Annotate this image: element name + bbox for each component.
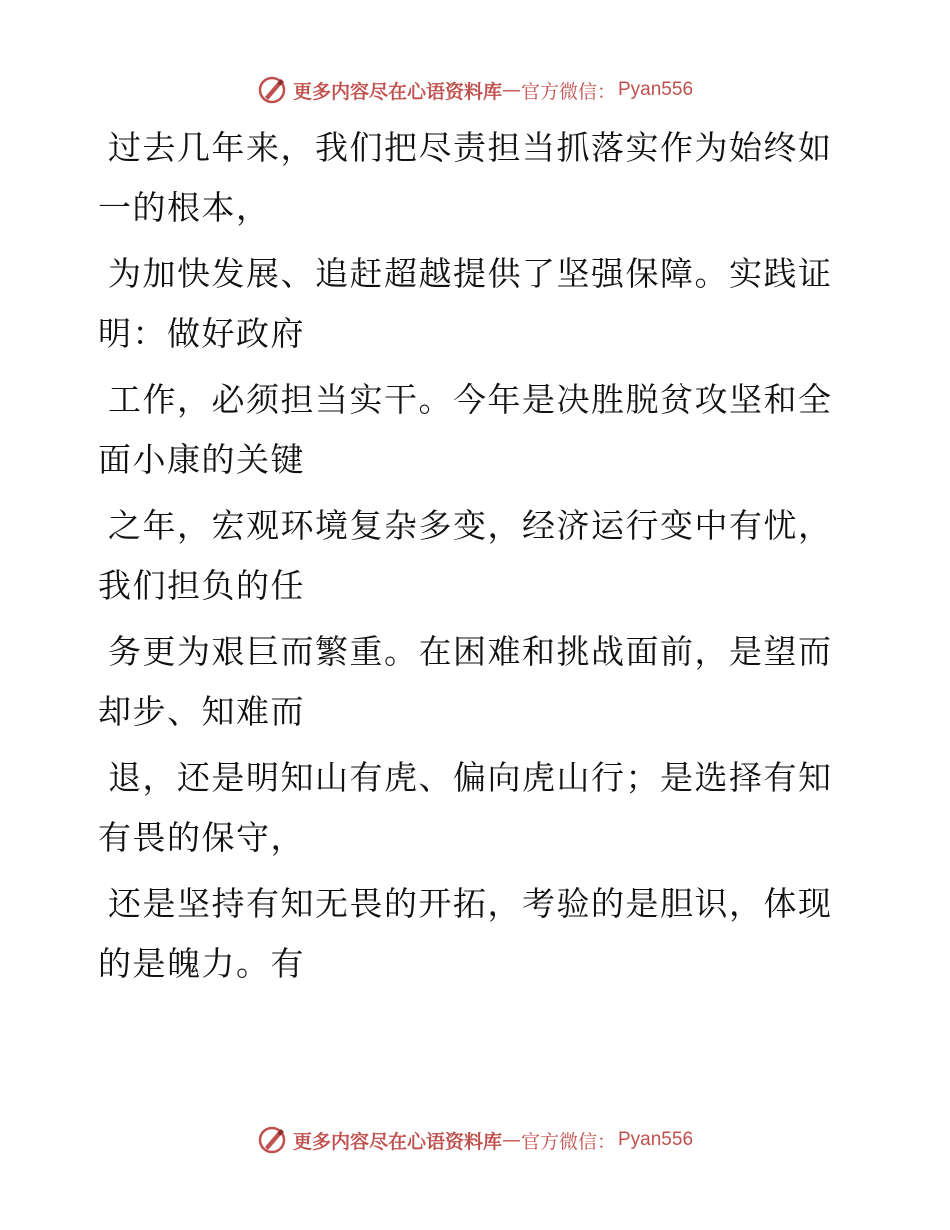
banner-wechat-id: Pyan556 (618, 1129, 694, 1150)
paragraph-line: 务更为艰巨而繁重。在困难和挑战面前，是望而 (108, 632, 833, 671)
banner-separator: — (501, 1129, 521, 1151)
paragraph-line: 工作，必须担当实干。今年是决胜脱贫攻坚和全 (108, 380, 833, 419)
header-banner (0, 70, 950, 110)
banner-main-text: 更多内容尽在心语资料库 (292, 1130, 502, 1153)
banner-main-text: 更多内容尽在心语资料库 (292, 80, 502, 103)
paragraph-line: 一的根本， (98, 188, 271, 227)
paragraph-line: 我们担负的任 (98, 566, 305, 605)
paragraph-line: 面小康的关键 (98, 440, 305, 479)
footer-banner (0, 1120, 950, 1160)
paragraph-line: 过去几年来，我们把尽责担当抓落实作为始终如 (108, 128, 833, 167)
paragraph-line: 退，还是明知山有虎、偏向虎山行；是选择有知 (108, 758, 833, 797)
banner-separator: — (501, 79, 521, 101)
banner-wechat-label: 官方微信： (520, 1130, 616, 1153)
paragraph-line: 却步、知难而 (98, 692, 305, 731)
pen-logo-icon (257, 1125, 287, 1155)
paragraph (98, 370, 838, 490)
banner-wechat-label: 官方微信： (520, 80, 616, 103)
paragraph-line: 的是魄力。有 (98, 944, 305, 983)
paragraph (98, 496, 838, 616)
paragraph (98, 748, 838, 868)
paragraph (98, 118, 838, 238)
paragraph-line: 明：做好政府 (98, 314, 305, 353)
paragraph-line: 还是坚持有知无畏的开拓，考验的是胆识，体现 (108, 884, 833, 923)
banner-wechat-id: Pyan556 (618, 79, 694, 100)
paragraph (98, 244, 838, 364)
paragraph-line: 之年，宏观环境复杂多变，经济运行变中有忧， (108, 506, 833, 545)
paragraph (98, 622, 838, 742)
paragraph (98, 874, 838, 994)
pen-logo-icon (257, 75, 287, 105)
paragraph-line: 为加快发展、追赶超越提供了坚强保障。实践证 (108, 254, 833, 293)
paragraph-line: 有畏的保守， (98, 818, 305, 857)
document-body (98, 118, 838, 1000)
